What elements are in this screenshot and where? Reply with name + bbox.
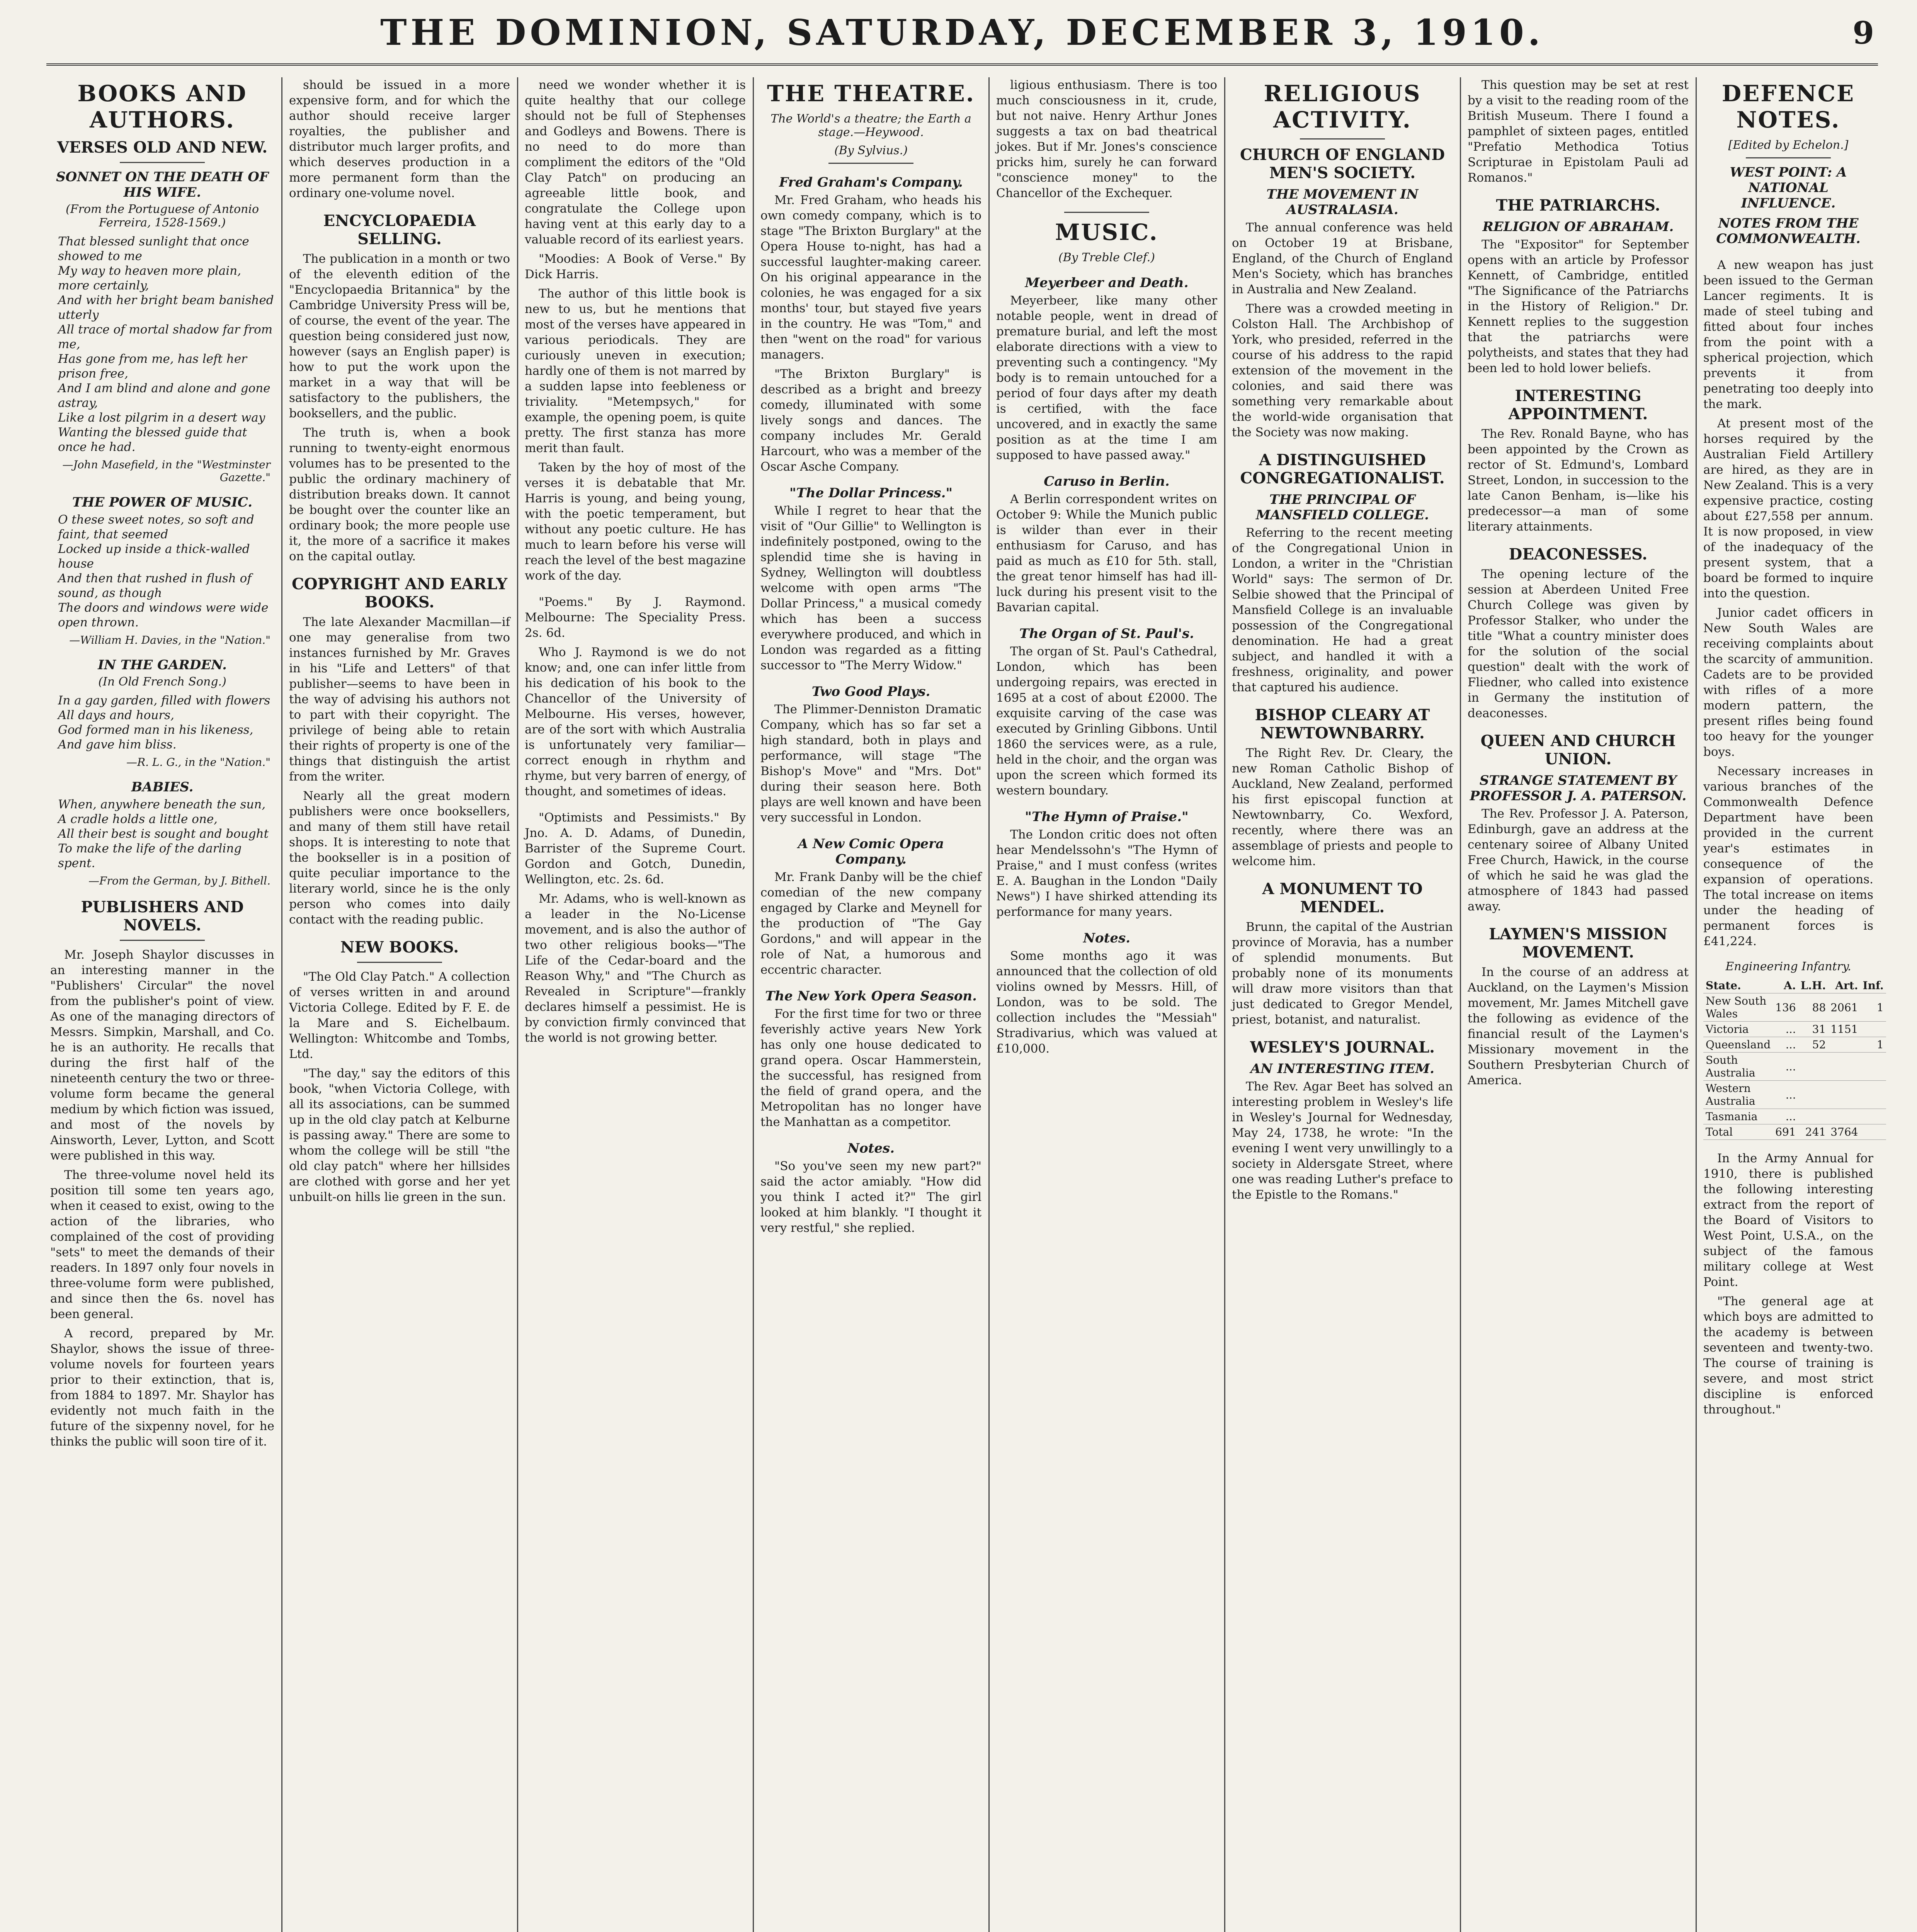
table-cell: [1861, 1053, 1886, 1081]
article-paragraph: This question may be set at rest by a visit to the reading room of the British Museum. There I found a pamphlet of sixteen pages, entitled "Prefatio Methodica Totius Scripturae in Epistolam Pauli ad Romanos.": [1468, 78, 1689, 185]
table-cell: 691: [1773, 1124, 1798, 1140]
article-heading: A MONUMENT TO MENDEL.: [1262, 880, 1423, 916]
article-heading: COPYRIGHT AND EARLY BOOKS.: [291, 575, 507, 611]
table-cell: [1798, 1053, 1829, 1081]
table-cell: Victoria: [1703, 1022, 1773, 1037]
article-paragraph: Some months ago it was announced that the collection of old violins owned by Messrs. Hill, of London, was to be sold. The collection includes the "Messiah" Stradivarius, which was valued at £10,000.: [996, 949, 1217, 1056]
table-cell: Total: [1703, 1124, 1773, 1140]
table-cell: ...: [1773, 1022, 1798, 1037]
table-cell: 2061: [1828, 993, 1860, 1022]
article-paragraph: The author of this little book is new to us, but he mentions that most of the verses have appeared in various periodicals. They are curiously uneven in execution; hardly one of them is not marred by a sudden lapse into feebleness or triviality. "Metempsych," for example, the opening poem, is quite pretty. The first stanza has more merit than fault.: [525, 287, 746, 455]
article-subheading: The New York Opera Season.: [765, 988, 977, 1004]
table-cell: Tasmania: [1703, 1109, 1773, 1124]
article-subheading: WEST POINT: A NATIONAL INFLUENCE.: [1730, 165, 1847, 211]
column-music: [996, 77, 1217, 1932]
article-paragraph: The "Expositor" for September opens with an article by Professor Kennett, of Cambridge, entitled "The Significance of the Patriarchs in the History of Religion." Dr. Kennett replies to the suggestion that the patriarchs were polytheists, and states that they had been led to hold lower beliefs.: [1468, 238, 1689, 375]
table-header-cell: Inf.: [1861, 978, 1886, 993]
article-subheading: "The Dollar Princess.": [789, 485, 953, 501]
poem-text: When, anywhere beneath the sun, A cradle holds a little one, All their best is sought and bought To make the life of the darling spent.: [58, 798, 269, 870]
poem-title: BABIES.: [131, 779, 194, 795]
article-subheading: RELIGION OF ABRAHAM.: [1482, 219, 1674, 235]
article-heading: PUBLISHERS AND NOVELS.: [81, 898, 244, 934]
section-byline: [Edited by Echelon.]: [1728, 138, 1849, 152]
article-subheading: "The Hymn of Praise.": [1025, 809, 1189, 825]
article-heading: DEACONESSES.: [1509, 545, 1648, 563]
table-cell: 88: [1798, 993, 1829, 1022]
article-paragraph: Taken by the hoy of most of the verses it is debatable that Mr. Harris is young, and being young, with the poetic temperament, but without any poetic culture. He has much to learn before his verse will reach the level of the best magazine work of the day.: [525, 461, 746, 583]
article-subheading: Meyerbeer and Death.: [1025, 275, 1189, 291]
poem-credit: —William H. Davies, in the "Nation.": [69, 634, 270, 646]
table-cell: South Australia: [1703, 1053, 1773, 1081]
table-header-cell: L.H.: [1798, 978, 1829, 993]
table-cell: New South Wales: [1703, 993, 1773, 1022]
table-cell: 1: [1861, 1037, 1886, 1053]
poem-text: That blessed sunlight that once showed to me My way to heaven more plain, more certainly, And with her bright beam banished utterly All trace of mortal shadow far from me, Has gone from me, has left her prison free, And I am blind and alone and gone astray, Like a lost pilgrim in a desert way Wanting the blessed guide that once he had.: [58, 235, 274, 454]
table-total-row: [1703, 1124, 1886, 1140]
poem-title: SONNET ON THE DEATH OF HIS WIFE.: [56, 169, 269, 200]
column-rule: [1224, 77, 1225, 1932]
article-subheading: A New Comic Opera Company.: [798, 836, 944, 867]
poem-credit: —From the German, by J. Bithell.: [88, 874, 270, 887]
article-subheading: THE PRINCIPAL OF MANSFIELD COLLEGE.: [1255, 492, 1429, 523]
section-heading-books: BOOKS AND AUTHORS.: [77, 80, 247, 133]
poem-credit: —R. L. G., in the "Nation.": [126, 756, 270, 769]
table-cell: 3764: [1828, 1124, 1860, 1140]
poem-text: O these sweet notes, so soft and faint, that seemed Locked up inside a thick-walled house And then that rushed in flush of sound, as though The doors and windows were wide open thrown.: [58, 513, 269, 629]
table-cell: ...: [1773, 1037, 1798, 1053]
article-paragraph: Who J. Raymond is we do not know; and, one can infer little from his dedication of his book to the Chancellor of the University of Melbourne. His verses, however, are of the sort with which Australia is unfortunately very familiar—correct enough in rhythm and rhyme, but very barren of energy, of thought, and sometimes of ideas.: [525, 645, 746, 798]
masthead: [46, 8, 1878, 66]
table-cell: Western Australia: [1703, 1081, 1773, 1109]
section-motto: The World's a theatre; the Earth a stage.—Heywood.: [771, 112, 971, 139]
poem-text: In a gay garden, filled with flowers All days and hours, God formed man in his likeness, And gave him bliss.: [58, 694, 270, 752]
poem-credit: —John Masefield, in the "Westminster Gazette.": [62, 458, 270, 484]
article-heading: A DISTINGUISHED CONGREGATIONALIST.: [1240, 451, 1445, 487]
table-cell: [1828, 1109, 1860, 1124]
divider: [1064, 212, 1149, 213]
table-cell: [1828, 1053, 1860, 1081]
column-rule: [753, 77, 754, 1932]
article-paragraph: Mr. Adams, who is well-known as a leader in the No-License movement, and is also the author of two other religious books—"The Life of the Cedar-board and the Reason Why," and "The Church as Revealed in Scripture"—frankly declares himself a pessimist. He is by conviction firmly convinced that the world is not growing better.: [525, 892, 746, 1045]
table-cell: [1861, 1109, 1886, 1124]
article-paragraph: The annual conference was held on October 19 at Brisbane, England, of the Church of England Men's Society, which has branches in Australia and New Zealand.: [1232, 221, 1453, 296]
article-paragraph: The London critic does not often hear Mendelssohn's "The Hymn of Praise," and I must confess (writes E. A. Baughan in the London "Daily News") I have shirked attending its performance for many years.: [996, 828, 1217, 919]
article-paragraph: A new weapon has just been issued to the German Lancer regiments. It is made of steel tubing and fitted about four inches from the point with a spherical projection, which prevents it from penetrating too deeply into the mark.: [1703, 258, 1873, 411]
column-reviews: [525, 77, 746, 1932]
article-subheading: Caruso in Berlin.: [1044, 474, 1170, 489]
table-row: [1703, 1109, 1886, 1124]
table-header-cell: A.: [1773, 978, 1798, 993]
poem-source: (In Old French Song.): [98, 675, 226, 689]
table-cell: [1861, 1124, 1886, 1140]
column-defence-notes: [1703, 77, 1884, 1932]
article-paragraph: At present most of the horses required by the Australian Field Artillery are hired, as they are in New Zealand. This is a very expensive practice, costing about £27,558 per annum. It is now proposed, in view of the inadequacy of the present system, that a board be formed to inquire into the question.: [1703, 417, 1873, 600]
article-subheading: Notes.: [1083, 930, 1131, 946]
article-paragraph: The Plimmer-Denniston Dramatic Company, which has so far set a high standard, both in plays and performance, will stage "The Bishop's Move" and "Mrs. Dot" during their season here. Both plays are well known and have been very successful in London.: [760, 702, 981, 825]
article-paragraph: "Moodies: A Book of Verse." By Dick Harris.: [525, 252, 746, 281]
column-religious-continued: [1468, 77, 1689, 1932]
table-cell: Queensland: [1703, 1037, 1773, 1053]
table-cell: ...: [1773, 1081, 1798, 1109]
article-paragraph: For the first time for two or three feverishly active years New York has only one house dedicated to grand opera. Oscar Hammerstein, the successful, has resigned from the field of grand opera, and the Metropolitan has no longer have the Manhattan as a competitor.: [760, 1007, 981, 1129]
section-byline: (By Sylvius.): [834, 144, 908, 157]
article-paragraph: In the course of an address at Auckland, on the Laymen's Mission movement, Mr. James Mitchell gave the following as evidence of the financial result of the Laymen's Missionary movement in the Southern Presbyterian Church of America.: [1468, 965, 1689, 1087]
article-heading: NEW BOOKS.: [340, 938, 459, 956]
article-paragraph: Junior cadet officers in New South Wales are receiving complaints about the scarcity of ammunition. Cadets are to be provided with rifles of a more modern pattern, the present rifles being found too heavy for the younger boys.: [1703, 606, 1873, 759]
table-row: [1703, 1037, 1886, 1053]
table-cell: 241: [1798, 1124, 1829, 1140]
article-heading: THE PATRIARCHS.: [1496, 196, 1660, 214]
poem-title: THE POWER OF MUSIC.: [72, 495, 253, 510]
article-heading: WESLEY'S JOURNAL.: [1250, 1038, 1435, 1056]
poem-source: (From the Portuguese of Antonio Ferreira, 1528-1569.): [65, 202, 259, 230]
article-subheading: NOTES FROM THE COMMONWEALTH.: [1716, 216, 1861, 247]
article-paragraph: The opening lecture of the session at Aberdeen United Free Church College was given by Professor Stalker, who under the title "What a country minister does for the solution of the social question" dealt with the work of Fliedner, who called into existence in Germany the institution of deaconesses.: [1468, 567, 1689, 720]
article-heading: CHURCH OF ENGLAND MEN'S SOCIETY.: [1240, 146, 1445, 182]
page-number: 9: [1852, 15, 1874, 51]
table-cell: [1828, 1037, 1860, 1053]
article-paragraph: The late Alexander Macmillan—if one may generalise from two instances furnished by Mr. Graves in his "Life and Letters" of that publisher—seems to have been in the way of advising his authors not to part with their copyright. The privilege of being able to retain their rights of property is one of the things that distinguish the artist from the writer.: [289, 615, 510, 784]
verses-heading: VERSES OLD AND NEW.: [57, 138, 268, 156]
divider: [1300, 138, 1385, 139]
forces-table: [1703, 978, 1886, 1140]
table-cell: ...: [1773, 1053, 1798, 1081]
table-row: [1703, 1022, 1886, 1037]
article-paragraph: The three-volume novel held its position till some ten years ago, when it ceased to exist, owing to the action of the libraries, who complained of the cost of providing "sets" to meet the demands of their readers. In 1897 only four novels in three-volume form were published, and since then the 6s. novel has been general.: [50, 1168, 274, 1321]
article-paragraph: While I regret to hear that the visit of "Our Gillie" to Wellington is indefinitely postponed, owing to the splendid time she is having in Sydney, Wellington will doubtless welcome with open arms "The Dollar Princess," a musical comedy which has been a success everywhere produced, and which in London was regarded as a fitting successor to "The Merry Widow.": [760, 504, 981, 672]
section-heading-religious: RELIGIOUS ACTIVITY.: [1264, 80, 1421, 133]
article-paragraph: A record, prepared by Mr. Shaylor, shows the issue of three-volume novels for fourteen years prior to their extinction, that is, from 1884 to 1897. Mr. Shaylor has evidently not much faith in the future of the sixpenny novel, for he thinks the public will soon tire of it.: [50, 1327, 274, 1449]
article-paragraph: The organ of St. Paul's Cathedral, London, which has been undergoing repairs, was erected in 1695 at a cost of about £2000. The exquisite carving of the case was executed by Grinling Gibbons. Until 1860 the services were, as a rule, held in the choir, and the organ was upon the screen which formed its western boundary.: [996, 645, 1217, 798]
table-row: [1703, 1053, 1886, 1081]
table-cell: 1151: [1828, 1022, 1860, 1037]
article-paragraph: The Right Rev. Dr. Cleary, the new Roman Catholic Bishop of Auckland, New Zealand, performed his first episcopal function at Newtownbarry, Co. Wexford, recently, where there was an assemblage of priests and people to welcome him.: [1232, 746, 1453, 868]
column-rule: [1460, 77, 1461, 1932]
article-paragraph: The truth is, when a book running to twenty-eight enormous volumes has to be presented to the public the ordinary machinery of distribution breaks down. It cannot be bought over the counter like an ordinary book; the more people use it, the more of a sacrifice it makes on the capital outlay.: [289, 426, 510, 563]
article-paragraph: should be issued in a more expensive form, and for which the author should receive larger royalties, the publisher and distributor much larger profits, and which deserves production in a more permanent form than the ordinary one-volume novel.: [289, 78, 510, 200]
table-row: [1703, 1081, 1886, 1109]
article-paragraph: Necessary increases in various branches of the Commonwealth Defence Department have been provided in the current year's estimates in consequence of the expansion of operations. The total increase on items under the heading of permanent forces is £41,224.: [1703, 764, 1873, 948]
article-paragraph: The Rev. Ronald Bayne, who has been appointed by the Crown as rector of St. Edmund's, Lombard Street, London, in succession to the late Canon Benham, is—like his predecessor—a man of some literary attainments.: [1468, 427, 1689, 534]
article-paragraph: The Rev. Professor J. A. Paterson, Edinburgh, gave an address at the centenary soiree of Albany United Free Church, Hawick, in the course of which he said he was glad the atmosphere of 1843 had passed away.: [1468, 807, 1689, 913]
table-cell: [1828, 1081, 1860, 1109]
table-header-row: [1703, 978, 1886, 993]
article-paragraph: Brunn, the capital of the Austrian province of Moravia, has a number of splendid monuments. But probably none of its monuments will draw more visitors than that just dedicated to Gregor Mendel, priest, botanist, and naturalist.: [1232, 920, 1453, 1027]
article-paragraph: "So you've seen my new part?" said the actor amiably. "How did you think I acted it?" The girl looked at him blankly. "I thought it very restful," she replied.: [760, 1159, 981, 1235]
article-subheading: AN INTERESTING ITEM.: [1250, 1061, 1434, 1077]
article-paragraph: The Rev. Agar Beet has solved an interesting problem in Wesley's life in Wesley's Journal for Wednesday, May 24, 1738, he wrote: "In the evening I went very unwillingly to a society in Aldersgate Street, where one was reading Luther's preface to the Epistle to the Romans.": [1232, 1080, 1453, 1202]
table-cell: 31: [1798, 1022, 1829, 1037]
article-paragraph: A Berlin correspondent writes on October 9: While the Munich public is wilder than ever in their enthusiasm for Caruso, and has paid as much as £10 for 5th. stall, the great tenor himself has had ill-luck during his present visit to the Bavarian capital.: [996, 492, 1217, 614]
article-paragraph: The publication in a month or two of the eleventh edition of the "Encyclopaedia Britannica" by the Cambridge University Press will be, of course, the event of the year. The question being considered just now, however (says an English paper) is how to put the work upon the market in a way that will be satisfactory to the publishers, the booksellers, and the public.: [289, 252, 510, 420]
table-row: [1703, 993, 1886, 1022]
table-cell: [1861, 1022, 1886, 1037]
article-paragraph: "Poems." By J. Raymond. Melbourne: The Speciality Press. 2s. 6d.: [525, 595, 746, 640]
article-paragraph: Referring to the recent meeting of the Congregational Union in London, a writer in the "Christian World" says: The sermon of Dr. Selbie showed that the Principal of Mansfield College is an invaluable possession of the Congregational denomination. He had a great subject, and handled it with a freshness, originality, and power that captured his audience.: [1232, 526, 1453, 694]
section-heading-music: MUSIC.: [1055, 219, 1158, 245]
article-subheading: Notes.: [847, 1141, 895, 1156]
column-rule: [517, 77, 518, 1932]
article-paragraph: Mr. Fred Graham, who heads his own comedy company, which is to stage "The Brixton Burglary" at the Opera House to-night, has had a successful laughter-making career. On his original appearance in the colonies, he was engaged for a six months' tour, but stayed five years in the country. He was "Tom," and then "went on the road" for various managers.: [760, 193, 981, 362]
divider: [120, 940, 205, 941]
divider: [828, 163, 913, 164]
article-heading: LAYMEN'S MISSION MOVEMENT.: [1488, 925, 1668, 961]
article-subheading: THE MOVEMENT IN AUSTRALASIA.: [1266, 187, 1419, 218]
article-heading: BISHOP CLEARY AT NEWTOWNBARRY.: [1255, 706, 1430, 742]
table-cell: [1798, 1081, 1829, 1109]
article-paragraph: Meyerbeer, like many other notable people, went in dread of premature burial, and left the most elaborate directions with a view to preventing such a contingency. "My body is to remain untouched for a period of four days after my death is certified, with the face uncovered, and in exactly the same position as at the time I am supposed to have passed away.": [996, 294, 1217, 462]
column-religious: [1232, 77, 1453, 1932]
section-byline: (By Treble Clef.): [1058, 251, 1155, 264]
section-heading-defence: DEFENCE NOTES.: [1721, 80, 1855, 133]
article-subheading: STRANGE STATEMENT BY PROFESSOR J. A. PATERSON.: [1470, 773, 1687, 804]
table-cell: [1798, 1109, 1829, 1124]
table-cell: ...: [1773, 1109, 1798, 1124]
article-paragraph: "The Old Clay Patch." A collection of verses written in and around Victoria College. Edited by F. E. de la Mare and S. Eichelbaum. Wellington: Whitcombe and Tombs, Ltd.: [289, 970, 510, 1061]
table-cell: 52: [1798, 1037, 1829, 1053]
article-paragraph: In the Army Annual for 1910, there is published the following interesting extract from the report of the Board of Visitors to West Point, U.S.A., on the subject of the famous military college at West Point.: [1703, 1151, 1873, 1289]
table-cell: 1: [1861, 993, 1886, 1022]
article-paragraph: Nearly all the great modern publishers were once booksellers, and many of them still have retail shops. It is interesting to note that the bookseller is in a position of quite peculiar importance to the literary world, since he is the only person who comes into daily contact with the reading public.: [289, 789, 510, 927]
poem-title: IN THE GARDEN.: [98, 657, 227, 673]
table-cell: [1861, 1081, 1886, 1109]
article-subheading: Two Good Plays.: [811, 684, 930, 699]
column-rule: [1696, 77, 1697, 1932]
article-paragraph: "The general age at which boys are admitted to the academy is between seventeen and twenty-two. The course of training is severe, and most strict discipline is enforced throughout.": [1703, 1294, 1873, 1417]
article-heading: INTERESTING APPOINTMENT.: [1508, 387, 1648, 423]
section-heading-theatre: THE THEATRE.: [767, 80, 975, 107]
divider: [357, 962, 442, 963]
column-theatre: [760, 77, 981, 1932]
article-paragraph: "The day," say the editors of this book, "when Victoria College, with all its associations, can be summed up in the old clay patch at Kelburne is passing away." There are some to whom the college will be still "the old clay patch" where her hillsides are clothed with gorse and her yet unbuilt-on hills lie green in the sun.: [289, 1066, 510, 1204]
column-books-and-authors: [50, 77, 274, 1932]
article-paragraph: "Optimists and Pessimists." By Jno. A. D. Adams, of Dunedin, Barrister of the Supreme Court. Gordon and Gotch, Dunedin, Wellington, etc. 2s. 6d.: [525, 811, 746, 886]
article-paragraph: ligious enthusiasm. There is too much consciousness in it, crude, but not naive. Henry Arthur Jones suggests a tax on bad theatrical jokes. But if Mr. Jones's conscience pricks him, surely he can forward "conscience money" to the Chancellor of the Exchequer.: [996, 78, 1217, 200]
article-paragraph: "The Brixton Burglary" is described as a bright and breezy comedy, illuminated with some lively songs and dances. The company includes Mr. Gerald Harcourt, who was a member of the Oscar Asche Company.: [760, 367, 981, 474]
column-rule: [988, 77, 990, 1932]
article-subheading: Fred Graham's Company.: [779, 175, 963, 190]
article-heading: ENCYCLOPAEDIA SELLING.: [323, 212, 476, 248]
article-paragraph: Mr. Joseph Shaylor discusses in an interesting manner in the "Publishers' Circular" the novel from the publisher's point of view. As one of the managing directors of Messrs. Simpkin, Marshall, and Co. he is an authority. He recalls that during the first half of the nineteenth century the two or three-volume form became the general medium by which fiction was issued, and most of the novels by Ainsworth, Lever, Lytton, and Scott were published in this way.: [50, 948, 274, 1163]
article-paragraph: There was a crowded meeting in Colston Hall. The Archbishop of York, who presided, referred in the course of his address to the rapid extension of the movement in the colonies, and said there was something very remarkable about the world-wide organisation that the Society was now making.: [1232, 302, 1453, 439]
article-heading: QUEEN AND CHURCH UNION.: [1480, 732, 1676, 768]
table-header-cell: Art.: [1828, 978, 1860, 993]
newspaper-title: THE DOMINION, SATURDAY, DECEMBER 3, 1910.: [380, 12, 1544, 53]
column-books-continued: [289, 77, 510, 1932]
article-paragraph: Mr. Frank Danby will be the chief comedian of the new company engaged by Clarke and Meynell for the production of "The Gay Gordons," and will appear in the role of Nat, a humorous and eccentric character.: [760, 870, 981, 977]
table-header-cell: State.: [1703, 978, 1773, 993]
table-cell: 136: [1773, 993, 1798, 1022]
table-caption: Engineering Infantry.: [1725, 960, 1851, 973]
divider: [1746, 157, 1831, 158]
column-rule: [281, 77, 282, 1932]
article-subheading: The Organ of St. Paul's.: [1019, 626, 1194, 641]
article-paragraph: need we wonder whether it is quite healthy that our college should not be full of Stephenses and Godleys and Bowens. There is no need to do more than compliment the editors of the "Old Clay Patch" on producing an agreeable little book, and congratulate the College upon having vent at this early day to a valuable record of its earliest years.: [525, 78, 746, 247]
divider: [120, 162, 205, 163]
